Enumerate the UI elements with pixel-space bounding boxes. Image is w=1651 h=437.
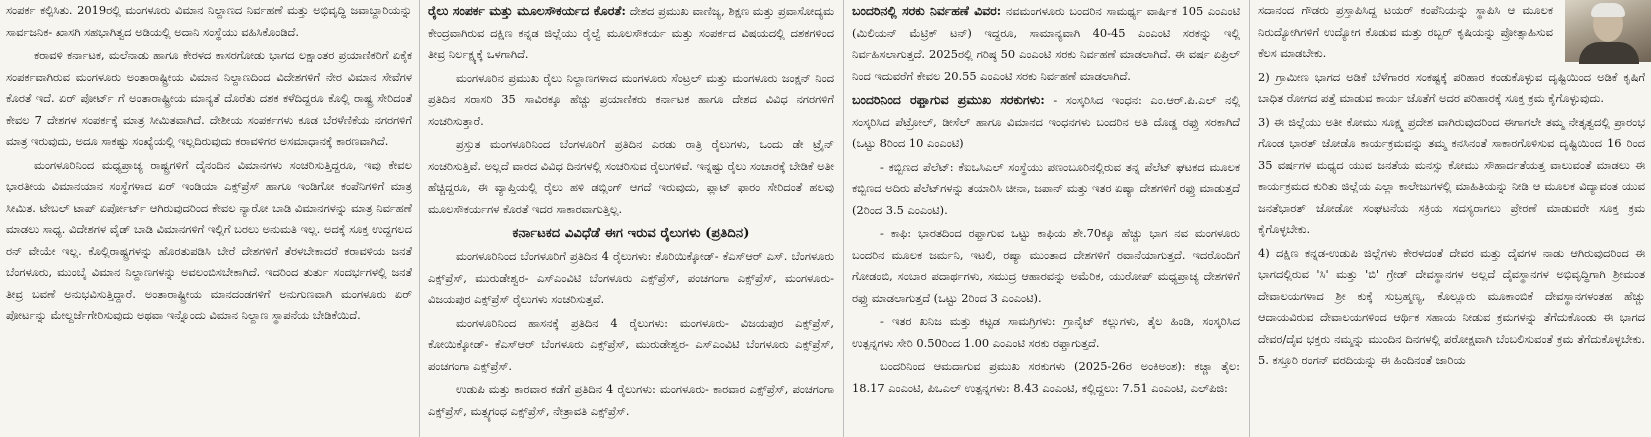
c2-paragraph-4: ಮಂಗಳೂರಿನಿಂದ ಹಾಸನಕ್ಕೆ ಪ್ರತಿದಿನ 4 ರೈಲುಗಳು: ಮಂಗಳೂರು- ವಿಜಯಪುರ ಎಕ್ಸ್‌ಪ್ರೆಸ್, ಕೋಯಿಕ್ಕೋಡ್- ಕೆಎಸ್‌ಆರ್ ಬೆಂಗಳೂರು ಎಕ್ಸ್‌ಪ್ರೆಸ್, ಮುರುಡೇಶ್ವರ- ಎಸ್‌ಎಂವಿಟಿ ಬೆಂಗಳೂರು ಎಕ್ಸ್‌ಪ್ರೆಸ್, ಪಂಚಗಂಗಾ ಎಕ್ಸ್‌ಪ್ರೆಸ್.: [428, 315, 834, 373]
c3-paragraph-1: [852, 89, 1240, 155]
c2-paragraph-0: [428, 0, 834, 66]
column-4: [1252, 0, 1651, 437]
c4-paragraph-2: 3) ಈ ಜಿಲ್ಲೆಯು ಅತೀ ಕೋಮು ಸೂಕ್ಷ್ಮ ಪ್ರದೇಶ ವಾಗಿರುವುದರಿಂದ ಈಗಾಗಲೇ ತಮ್ಮ ನೇತೃತ್ವದಲ್ಲಿ ಪ್ರಾರಂಭ ಗೊಂಡ ಭಾರತ್ ಜೋಡೊ ಕಾರ್ಯಕ್ರಮವನ್ನು ತಮ್ಮ ಕನಸಿನಂತೆ ಸಾಕಾರಗೊಳಿಸುವ ದೃಷ್ಟಿಯಿಂದ 16 ರಿಂದ 35 ವರ್ಷಗಳ ಮಧ್ಯದ ಯುವ ಜನತೆಯ ಮನಸ್ಸು ಕೋಮು ಸೌಹಾರ್ದತೆಯತ್ತ ವಾಲುವಂತೆ ಮಾಡಲು ಈ ಕಾರ್ಯಕ್ರಮದ ಕುರಿತು ಜಿಲ್ಲೆಯ ಎಲ್ಲಾ ಕಾಲೇಜುಗಳಲ್ಲಿ ಮಾಹಿತಿಯನ್ನು ನೀಡಿ ಆ ಮೂಲಕ ವಿದ್ಯಾವಂತ ಯುವ ಜನತೆಭಾರತ್ ಜೋಡೋ ಸಂಘಟನೆಯ ಸಕ್ರಿಯ ಸದಸ್ಯರಾಗಲು ಪ್ರೇರಣೆ ಮಾಡುವರೇ ಸೂಕ್ತ ಕ್ರಮ ಕೈಗೊಳ್ಳಬೇಕು.: [1258, 114, 1645, 236]
c1-paragraph-0: ಸಂಪರ್ಕ ಕಲ್ಪಿಸಿತು. 2019ರಲ್ಲಿ ಮಂಗಳೂರು ವಿಮಾನ ನಿಲ್ದಾಣದ ನಿರ್ವಹಣೆ ಮತ್ತು ಅಭಿವೃದ್ಧಿ ಜವಾಬ್ದಾರಿಯನ್ನು ಸಾರ್ವಜನಿಕ- ಖಾಸಗಿ ಸಹಭಾಗಿತ್ವದ ಅಡಿಯಲ್ಲಿ ಅದಾನಿ ಸಂಸ್ಥೆಯು ವಹಿಸಿಕೊಂಡಿದೆ.: [6, 3, 412, 39]
column-2: [422, 0, 840, 437]
c1-paragraph-2: ಮಂಗಳೂರಿನಿಂದ ಮಧ್ಯಪ್ರಾಚ್ಯ ರಾಷ್ಟ್ರಗಳಿಗೆ ದೈನಂದಿನ ವಿಮಾನಗಳು ಸಂಚರಿಸುತ್ತಿದ್ದರೂ, ಇವು ಕೇವಲ ಭಾರತೀಯ ವಿಮಾನಯಾನ ಸಂಸ್ಥೆಗಳಾದ ಏರ್ ಇಂಡಿಯಾ ಎಕ್ಸ್‌ಪ್ರೆಸ್ ಹಾಗೂ ಇಂಡಿಗೋ ಕಂಪೆನಿಗಳಿಗೆ ಮಾತ್ರ ಸೀಮಿತ. ಟೇಬಲ್ ಟಾಪ್ ಏರ್ಪೋರ್ಟ್ ಆಗಿರುವುದರಿಂದ ಕೇವಲ ನ್ಯಾರೋ ಬಾಡಿ ವಿಮಾನಗಳನ್ನು ಮಾತ್ರ ನಿರ್ವಹಣೆ ಮಾಡಲು ಸಾಧ್ಯ. ವಿದೇಶಗಳ ವೈಡ್ ಬಾಡಿ ವಿಮಾನಗಳಿಗೆ ಇಲ್ಲಿಗೆ ಬರಲು ಅನುಮತಿ ಇಲ್ಲ. ಅದಕ್ಕೆ ಸೂಕ್ತ ಉದ್ದಗಲದ ರನ್ ವೇಯೇ ಇಲ್ಲ. ಕೊಲ್ಲಿರಾಷ್ಟ್ರಗಳನ್ನು ಹೊರತುಪಡಿಸಿ ಬೇರೆ ದೇಶಗಳಿಗೆ ತೆರಳಬೇಕಾದರೆ ಕರಾವಳಿಯ ಜನತೆ ಬೆಂಗಳೂರು, ಮುಂಬೈ ವಿಮಾನ ನಿಲ್ದಾಣಗಳನ್ನು ಅವಲಂಬಿಸಬೇಕಾಗಿದೆ. ಇದರಿಂದ ತುರ್ತು ಸಂದರ್ಭಗಳಲ್ಲಿ ಜನತೆ ತೀವ್ರ ಬವಣೆ ಅನುಭವಿಸುತ್ತಿದ್ದಾರೆ. ಅಂತಾರಾಷ್ಟ್ರೀಯ ಮಾನದಂಡಗಳಿಗೆ ಅನುಗುಣವಾಗಿ ಮಂಗಳೂರು ಏರ್ ಪೋರ್ಟನ್ನು ಮೇಲ್ದರ್ಜೆಗೇರಿಸುವುದು ಅಥವಾ ಇನ್ನೊಂದು ವಿಮಾನ ನಿಲ್ದಾಣ ಸ್ಥಾಪನೆಯ ಬೇಡಿಕೆಯಿದೆ.: [6, 157, 412, 322]
author-photo: [1565, 0, 1651, 62]
c3-paragraph-2: - ಕಬ್ಬಿಣದ ಪೆಲೆಟ್: ಕೆಐಒಸಿಎಲ್ ಸಂಸ್ಥೆಯು ಪಣಂಬೂರಿನಲ್ಲಿರುವ ತನ್ನ ಪೆಲೆಟ್ ಘಟಕದ ಮೂಲಕ ಕಬ್ಬಿಣದ ಅದಿರು ಪೆಲೆಟ್‌ಗಳನ್ನು ತಯಾರಿಸಿ ಚೀನಾ, ಜಪಾನ್ ಮತ್ತು ಇತರ ಏಷ್ಯಾ ದೇಶಗಳಿಗೆ ರಫ್ತು ಮಾಡುತ್ತದೆ (2ರಿಂದ 3.5 ಎಂಎಂಟಿ).: [852, 159, 1240, 217]
c4-paragraph-0: ಸದಾನಂದ ಗೌಡರು ಪ್ರಸ್ತಾಪಿಸಿದ್ದ ಟಯರ್ ಕಂಪೆನಿಯನ್ನು ಸ್ಥಾಪಿಸಿ ಆ ಮೂಲಕ ನಿರುದ್ಯೋಗಿಗಳಿಗೆ ಉದ್ಯೋಗ ಕೊಡುವ ಮತ್ತು ರಬ್ಬರ್ ಕೃಷಿಯನ್ನು ಪ್ರೋತ್ಸಾಹಿಸುವ ಕೆಲಸ ಮಾಡಬೇಕು.: [1258, 3, 1553, 60]
c2-subheading-trains: ಕರ್ನಾಟಕದ ವಿವಿಧೆಡೆ ಈಗ ಇರುವ ರೈಲುಗಳು (ಪ್ರತಿದಿನ): [512, 226, 750, 241]
c1-paragraph-1: ಕರಾವಳಿ ಕರ್ನಾಟಕ, ಮಲೆನಾಡು ಹಾಗೂ ಕೇರಳದ ಕಾಸರಗೋಡು ಭಾಗದ ಲಕ್ಷಾಂತರ ಪ್ರಯಾಣಿಕರಿಗೆ ಏಕೈಕ ಸಂಪರ್ಕವಾಗಿರುವ ಮಂಗಳೂರು ಅಂತಾರಾಷ್ಟ್ರೀಯ ವಿಮಾನ ನಿಲ್ದಾಣದಿಂದ ವಿದೇಶಗಳಿಗೆ ನೇರ ವಿಮಾನ ಸೇವೆಗಳ ಕೊರತೆ ಇದೆ. ಏರ್ ಪೋರ್ಟ್ ಗೆ ಅಂತಾರಾಷ್ಟ್ರೀಯ ಮಾನ್ಯತೆ ದೊರೆತು ದಶಕ ಕಳೆದಿದ್ದರೂ ಕೊಲ್ಲಿ ರಾಷ್ಟ್ರ ಸೇರಿದಂತೆ ಕೇವಲ 7 ದೇಶಗಳ ಸಂಪರ್ಕಕ್ಕೆ ಮಾತ್ರ ಸೀಮಿತವಾಗಿದೆ. ದೇಶೀಯ ಸಂಪರ್ಕಗಳು ಕೂಡ ಬೆರಳೆಣಿಕೆಯ ನಗರಗಳಿಗೆ ಮಾತ್ರ ಇರುವುದು, ಅದೂ ಸಾಕಷ್ಟು ಸಂಖ್ಯೆಯಲ್ಲಿ ಇಲ್ಲದಿರುವುದು ಕರಾವಳಿಗರ ಅಸಮಾಧಾನಕ್ಕೆ ಕಾರಣವಾಗಿದೆ.: [6, 48, 412, 148]
c4-paragraph-3: 4) ದಕ್ಷಿಣ ಕನ್ನಡ-ಉಡುಪಿ ಜಿಲ್ಲೆಗಳು ಕೇರಳದಂತೆ ದೇವರ ಮತ್ತು ದೈವಗಳ ನಾಡು ಆಗಿರುವುದರಿಂದ ಈ ಭಾಗದಲ್ಲಿರುವ 'ಸಿ' ಮತ್ತು 'ಬಿ' ಗ್ರೇಡ್ ದೇವಸ್ಥಾನಗಳ ಅಲ್ಲದೆ ದೈವಸ್ಥಾನಗಳ ಅಭಿವೃದ್ಧಿಗಾಗಿ ಶ್ರೀಮಂತ ದೇವಾಲಯಗಳಾದ ಶ್ರೀ ಕುಕ್ಕೆ ಸುಬ್ರಹ್ಮಣ್ಯ, ಕೊಲ್ಲೂರು ಮೂಕಾಂಬಿಕೆ ದೇವಸ್ಥಾನಗಳಂತಹ ಹೆಚ್ಚು ಆದಾಯವಿರುವ ದೇವಾಲಯಗಳಿಂದ ಆರ್ಥಿಕ ಸಹಾಯ ನೀಡುವ ಕ್ರಮಗಳನ್ನು ತೆಗೆದುಕೊಂಡು ಈ ಭಾಗದ ದೇವರ/ದೈವ ಭಕ್ತರು ನಮ್ಮನ್ನು ಮುಂದಿನ ದಿನಗಳಲ್ಲಿ ಪರೋಕ್ಷವಾಗಿ ಬೆಂಬಲಿಸುವಂತೆ ಕ್ರಮ ತೆಗೆದುಕೊಳ್ಳಬೇಕು. 5. ಕಸ್ತೂರಿ ರಂಗನ್ ವರದಿಯನ್ನು ಈ ಹಿಂದಿನಂತೆ ಜಾರಿಯ: [1258, 245, 1645, 367]
c2-paragraph-3: ಮಂಗಳೂರಿನಿಂದ ಬೆಂಗಳೂರಿಗೆ ಪ್ರತಿದಿನ 4 ರೈಲುಗಳು: ಕೊರಿಯಿಕ್ಕೋಡ್- ಕೆಎಸ್‌ಆರ್ ಎಸ್. ಬೆಂಗಳೂರು ಎಕ್ಸ್‌ಪ್ರೆಸ್, ಮುರುಡೇಶ್ವರ- ಎಸ್‌ಎಂವಿಟಿ ಬೆಂಗಳೂರು ಎಕ್ಸ್‌ಪ್ರೆಸ್, ಪಂಚಗಂಗಾ ಎಕ್ಸ್‌ಪ್ರೆಸ್, ಮಂಗಳೂರು- ವಿಜಯಪುರ ಎಕ್ಸ್‌ಪ್ರೆಸ್ ರೈಲುಗಳು ಸಂಚರಿಸುತ್ತವೆ.: [428, 249, 834, 306]
column-divider: [419, 0, 420, 437]
c2-paragraph-2: ಪ್ರಸ್ತುತ ಮಂಗಳೂರಿನಿಂದ ಬೆಂಗಳೂರಿಗೆ ಪ್ರತಿದಿನ ಎರಡು ರಾತ್ರಿ ರೈಲುಗಳು, ಒಂದು ಡೇ ಟ್ರೈನ್ ಸಂಚರಿಸುತ್ತಿವೆ. ಅಲ್ಲದೆ ವಾರದ ವಿವಿಧ ದಿನಗಳಲ್ಲಿ ಸಂಚರಿಸುವ ರೈಲುಗಳಿವೆ. ಇನ್ನಷ್ಟು ರೈಲು ಸಂಚಾರಕ್ಕೆ ಬೇಡಿಕೆ ಅತೀ ಹೆಚ್ಚಿದ್ದರೂ, ಈ ವ್ಯಾಪ್ತಿಯಲ್ಲಿ ರೈಲು ಹಳಿ ಡಬ್ಲಿಂಗ್ ಆಗದೆ ಇರುವುದು, ಪ್ಲಾಟ್ ಫಾರಂ ಸೇರಿದಂತೆ ಹಲವು ಮೂಲಸೌಕರ್ಯಗಳ ಕೊರತೆ ಇದರ ಸಾಕಾರವಾಗುತ್ತಿಲ್ಲ.: [428, 137, 834, 216]
column-divider: [843, 0, 844, 437]
c3-text-0: ನವಮಂಗಳೂರು ಬಂದರಿನ ಸಾಮರ್ಥ್ಯ ವಾರ್ಷಿಕ 105 ಎಂಎಂಟಿ (ಮಿಲಿಯನ್ ಮೆಟ್ರಿಕ್ ಟನ್) ಇದ್ದರೂ, ಸಾಮಾನ್ಯವಾಗಿ 40-45 ಎಂಎಂಟಿ ಸರಕನ್ನು ಇಲ್ಲಿ ನಿರ್ವಹಿಸಲಾಗುತ್ತದೆ. 2025ರಲ್ಲಿ ಗರಿಷ್ಠ 50 ಎಂಎಂಟಿ ಸರಕು ನಿರ್ವಹಣೆ ಮಾಡಲಾಗಿದೆ. ಈ ವರ್ಷ ಏಪ್ರಿಲ್ ನಿಂದ ಇದುವರೆಗೆ ಕೇವಲ 20.55 ಎಂಎಂಟಿ ಸರಕು ನಿರ್ವಹಣೆ ಮಾಡಲಾಗಿದೆ.: [852, 4, 1241, 83]
c3-paragraph-3: - ಕಾಫಿ: ಭಾರತದಿಂದ ರಫ್ತಾಗುವ ಒಟ್ಟು ಕಾಫಿಯ ಶೇ.70ಕ್ಕೂ ಹೆಚ್ಚು ಭಾಗ ನವ ಮಂಗಳೂರು ಬಂದರಿನ ಮೂಲಕ ಜರ್ಮನಿ, ಇಟಲಿ, ರಷ್ಯಾ ಮುಂತಾದ ದೇಶಗಳಿಗೆ ರವಾನೆಯಾಗುತ್ತದೆ. ಇದರೊಂದಿಗೆ ಗೋಡಂಬಿ, ಸಂಬಾರ ಪದಾರ್ಥಗಳು, ಸಮುದ್ರ ಆಹಾರವನ್ನು ಅಮೆರಿಕ, ಯುರೋಪ್ ಮಧ್ಯಪ್ರಾಚ್ಯ ದೇಶಗಳಿಗೆ ರಫ್ತು ಮಾಡಲಾಗುತ್ತದೆ (ಒಟ್ಟು 2ರಿಂದ 3 ಎಂಎಂಟಿ).: [852, 226, 1240, 305]
column-1: [0, 0, 418, 437]
column-divider: [1249, 0, 1250, 437]
c3-paragraph-5: ಬಂದರಿನಿಂದ ಆಮದಾಗುವ ಪ್ರಮುಖ ಸರಕುಗಳು (2025-26ರ ಅಂಕಿಅಂಶ): ಕಚ್ಚಾ ತೈಲ: 18.17 ಎಂಎಂಟಿ, ಪಿಒಎಲ್ ಉತ್ಪನ್ನಗಳು: 8.43 ಎಂಎಂಟಿ, ಕಲ್ಲಿದ್ದಲು: 7.51 ಎಂಎಂಟಿ, ಎಲ್‌ಪಿಜಿ:: [852, 359, 1240, 395]
c2-text-0: ದೇಶದ ಪ್ರಮುಖ ವಾಣಿಜ್ಯ, ಶಿಕ್ಷಣ ಮತ್ತು ಪ್ರವಾಸೋದ್ಯಮ ಕೇಂದ್ರವಾಗಿರುವ ದಕ್ಷಿಣ ಕನ್ನಡ ಜಿಲ್ಲೆಯು ರೈಲ್ವೆ ಮೂಲಸೌಕರ್ಯ ಮತ್ತು ಸಂಪರ್ಕದ ವಿಷಯದಲ್ಲಿ ದಶಕಗಳಿಂದ ತೀವ್ರ ನಿರ್ಲಕ್ಷ್ಯಕ್ಕೆ ಒಳಗಾಗಿದೆ.: [428, 4, 835, 61]
c3-heading-exports: ಬಂದರಿನಿಂದ ರಫ್ತಾಗುವ ಪ್ರಮುಖ ಸರಕುಗಳು:: [852, 92, 1045, 107]
c2-heading-rail: ರೈಲು ಸಂಪರ್ಕ ಮತ್ತು ಮೂಲಸೌಕರ್ಯದ ಕೊರತೆ:: [428, 3, 626, 18]
c3-paragraph-0: [852, 0, 1240, 87]
c2-paragraph-1: ಮಂಗಳೂರಿನ ಪ್ರಮುಖ ರೈಲು ನಿಲ್ದಾಣಗಳಾದ ಮಂಗಳೂರು ಸೆಂಟ್ರಲ್ ಮತ್ತು ಮಂಗಳೂರು ಜಂಕ್ಷನ್ ನಿಂದ ಪ್ರತಿದಿನ ಸರಾಸರಿ 35 ಸಾವಿರಕ್ಕೂ ಹೆಚ್ಚು ಪ್ರಯಾಣಿಕರು ಕರ್ನಾಟಕ ಹಾಗೂ ದೇಶದ ವಿವಿಧ ನಗರಗಳಿಗೆ ಸಂಚರಿಸುತ್ತಾರೆ.: [428, 70, 834, 128]
c3-text-1: - ಸಂಸ್ಕರಿಸಿದ ಇಂಧನ: ಎಂ.ಆರ್.ಪಿ.ಎಲ್ ನಲ್ಲಿ ಸಂಸ್ಕರಿಸಿದ ಪೆಟ್ರೋಲ್, ಡೀಸೆಲ್ ಹಾಗೂ ವಿಮಾನದ ಇಂಧನಗಳು ಬಂದರಿನ ಅತಿ ದೊಡ್ಡ ರಫ್ತು ಸರಕಾಗಿದೆ (ಒಟ್ಟು 8ರಿಂದ 10 ಎಂಎಂಟಿ): [852, 93, 1240, 150]
c2-paragraph-5: ಉಡುಪಿ ಮತ್ತು ಕಾರವಾರ ಕಡೆಗೆ ಪ್ರತಿದಿನ 4 ರೈಲುಗಳು: ಮಂಗಳೂರು- ಕಾರವಾರ ಎಕ್ಸ್‌ಪ್ರೆಸ್, ಪಂಚಗಂಗಾ ಎಕ್ಸ್‌ಪ್ರೆಸ್, ಮತ್ಸ್ಯಗಂಧ ಎಕ್ಸ್‌ಪ್ರೆಸ್, ನೇತ್ರಾವತಿ ಎಕ್ಸ್‌ಪ್ರೆಸ್.: [428, 382, 834, 418]
c3-heading-cargo: ಬಂದರಿನಲ್ಲಿ ಸರಕು ನಿರ್ವಹಣೆ ವಿವರ:: [852, 3, 1002, 18]
c3-paragraph-4: - ಇತರ ಖನಿಜ ಮತ್ತು ಕಟ್ಟಡ ಸಾಮಗ್ರಿಗಳು: ಗ್ರಾನೈಟ್ ಕಲ್ಲುಗಳು, ತೈಲ ಹಿಂಡಿ, ಸಂಸ್ಕರಿಸಿದ ಉತ್ಪನ್ನಗಳು ಸೇರಿ 0.50ರಿಂದ 1.00 ಎಂಎಂಟಿ ಸರಕು ರಫ್ತಾಗುತ್ತದೆ.: [852, 314, 1240, 350]
c4-paragraph-1: 2) ಗ್ರಾಮೀಣ ಭಾಗದ ಅಡಿಕೆ ಬೆಳೆಗಾರರ ಸಂಕಷ್ಟಕ್ಕೆ ಪರಿಹಾರ ಕಂಡುಕೊಳ್ಳುವ ದೃಷ್ಟಿಯಿಂದ ಅಡಿಕೆ ಕೃಷಿಗೆ ಬಾಧಿತ ರೋಗದ ಪತ್ತೆ ಮಾಡುವ ಕಾರ್ಯ ಜೊತೆಗೆ ಅದರ ಪರಿಹಾರಕ್ಕೆ ಸೂಕ್ತ ಕ್ರಮ ಕೈಗೊಳ್ಳುವುದು.: [1258, 69, 1645, 105]
column-3: [846, 0, 1246, 437]
